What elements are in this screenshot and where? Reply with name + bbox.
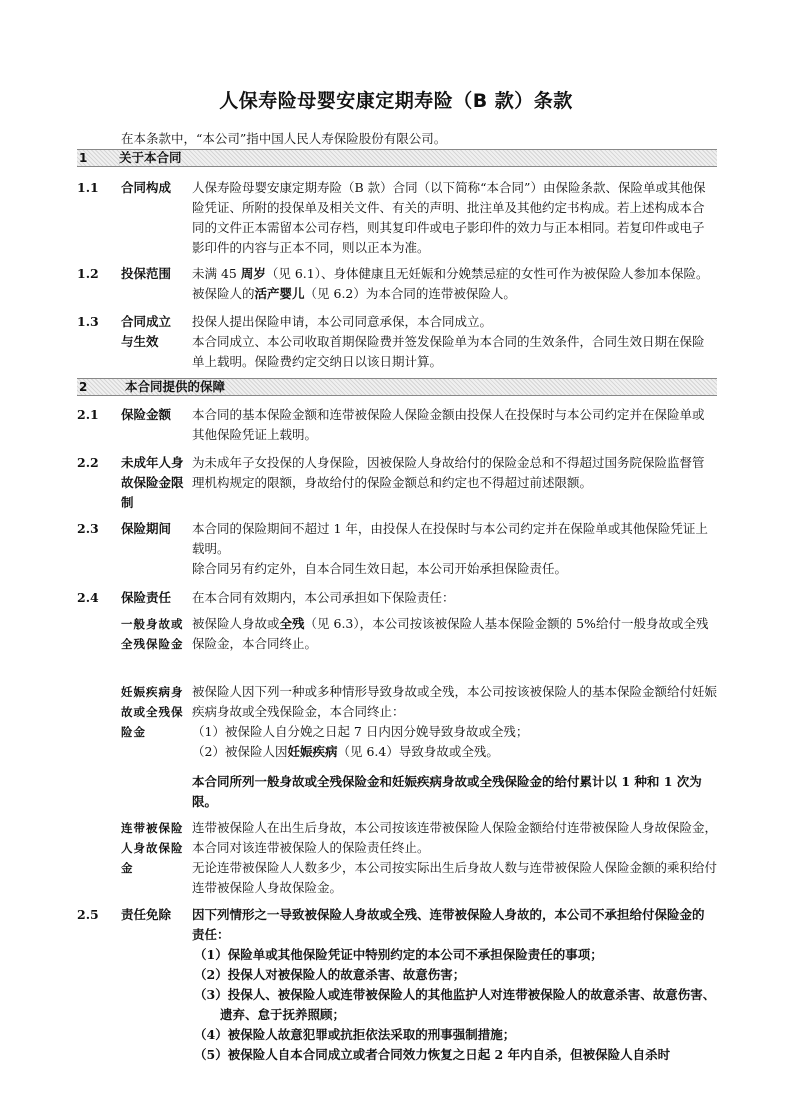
- clause-label: 责任免除: [121, 907, 172, 922]
- exclusion-item: （2）投保人对被保险人的故意杀害、故意伤害；: [194, 967, 466, 982]
- benefit-label-general: 一般身故或全残保险金: [121, 617, 184, 651]
- clause-label: 保险期间: [121, 521, 172, 536]
- exclusion-item: （4）被保险人故意犯罪或抗拒依法采取的刑事强制措施；: [194, 1027, 516, 1042]
- clause-number: 2.1: [77, 407, 99, 422]
- exclusion-item: （1）保险单或其他保险凭证中特别约定的本公司不承担保险责任的事项；: [194, 947, 603, 962]
- clause-text: 投保人提出保险申请，本公司同意承保，本合同成立。 本合同成立、本公司收取首期保险费并签发保险单为本合同的生效条件，合同生效日期在保险单上载明。保险费约定交纳日以该日期计算。: [192, 314, 705, 369]
- clause-text: 因下列情形之一导致被保险人身故或全残、连带被保险人身故的，本公司不承担给付保险金的责任： （1）保险单或其他保险凭证中特别约定的本公司不承担保险责任的事项； （2）投保人对被保险人的故意杀害、故意伤害； （3）投保人、被保险人或连带被保险人的其他监护人对连带被保险人的故意杀害、故意伤害、遗弃、怠于抚养照顾； （4）被保险人故意犯罪或抗拒依法采取的刑事强制措施； （5）被保险人自本合同成立或者合同效力恢复之日起 2 年内自杀，但被保险人自杀时: [192, 905, 716, 1065]
- section-title: 关于本合同: [119, 150, 182, 165]
- clause-text: 为未成年子女投保的人身保险，因被保险人身故给付的保险金总和不得超过国务院保险监督管理机构规定的限额，身故给付的保险金额总和约定也不得超过前述限额。: [192, 455, 705, 490]
- clause-number: 2.4: [77, 590, 99, 605]
- clause-label: 保险金额: [121, 407, 172, 422]
- clause-number: 1.3: [77, 314, 99, 329]
- clause-text: 本合同的保险期间不超过 1 年，由投保人在投保时与本公司约定并在保险单或其他保险凭证上载明。 除合同另有约定外，自本合同生效日起，本公司开始承担保险责任。: [192, 521, 708, 576]
- section-header-1: [77, 149, 717, 167]
- benefit-label-joint: 连带被保险人身故保险金: [121, 821, 184, 875]
- benefit-label-pregnancy: 妊娠疾病身故或全残保险金: [121, 685, 184, 739]
- benefit-text-pregnancy: 被保险人因下列一种或多种情形导致身故或全残，本公司按该被保险人的基本保险金额给付妊娠疾病身故或全残保险金，本合同终止： （1）被保险人自分娩之日起 7 日内因分娩导致身故或全残； （2）被保险人因妊娠疾病（见 6.4）导致身故或全残。 本合同所列一般身故或全残保险金和妊娠疾病身故或全残保险金的给付累计以 1 种和 1 次为限。: [192, 684, 718, 809]
- section-header-2: [77, 378, 717, 396]
- clause-label: 合同成立与生效: [121, 314, 172, 349]
- document-title: 人保寿险母婴安康定期寿险（B 款）条款: [219, 90, 573, 112]
- clause-number: 2.5: [77, 907, 99, 922]
- intro-text: 在本条款中，“本公司”指中国人民人寿保险股份有限公司。: [121, 131, 447, 146]
- clause-text: 人保寿险母婴安康定期寿险（B 款）合同（以下简称“本合同”）由保险条款、保险单或其他保险凭证、所附的投保单及相关文件、有关的声明、批注单及其他约定书构成。若上述构成本合同的文件正本需留本公司存档，则其复印件或电子影印件的效力与正本相同。若复印件或电子影印件的内容与正本不同，则以正本为准。: [192, 180, 706, 255]
- clause-text: 未满 45 周岁（见 6.1）、身体健康且无妊娠和分娩禁忌症的女性可作为被保险人参加本保险。被保险人的活产婴儿（见 6.2）为本合同的连带被保险人。: [192, 266, 709, 301]
- benefit-text-general: 被保险人身故或全残（见 6.3），本公司按该被保险人基本保险金额的 5%给付一般身故或全残保险金，本合同终止。: [192, 616, 709, 651]
- clause-label: 投保范围: [121, 266, 172, 281]
- clause-number: 2.2: [77, 455, 99, 470]
- clause-number: 1.2: [77, 266, 99, 281]
- benefit-text-joint: 连带被保险人在出生后身故，本公司按该连带被保险人保险金额给付连带被保险人身故保险金，本合同对该连带被保险人的保险责任终止。 无论连带被保险人人数多少，本公司按实际出生后身故人数与连带被保险人保险金额的乘积给付连带被保险人身故保险金。: [192, 820, 718, 895]
- clause-text: 在本合同有效期内，本公司承担如下保险责任：: [192, 590, 455, 605]
- section-number: 1: [79, 151, 88, 165]
- exclusion-item: （3）投保人、被保险人或连带被保险人的其他监护人对连带被保险人的故意杀害、故意伤害、遗弃、怠于抚养照顾；: [194, 987, 716, 1022]
- clause-text: 本合同的基本保险金额和连带被保险人保险金额由投保人在投保时与本公司约定并在保险单或其他保险凭证上载明。: [192, 407, 705, 442]
- clause-number: 2.3: [77, 521, 99, 536]
- section-number: 2: [79, 380, 88, 394]
- clause-label: 合同构成: [121, 180, 172, 195]
- section-title: 本合同提供的保障: [125, 379, 226, 394]
- clause-label: 保险责任: [121, 590, 172, 605]
- exclusion-item: （5）被保险人自本合同成立或者合同效力恢复之日起 2 年内自杀，但被保险人自杀时: [194, 1047, 671, 1062]
- clause-number: 1.1: [77, 180, 99, 195]
- clause-label: 未成年人身故保险金限制: [121, 455, 184, 510]
